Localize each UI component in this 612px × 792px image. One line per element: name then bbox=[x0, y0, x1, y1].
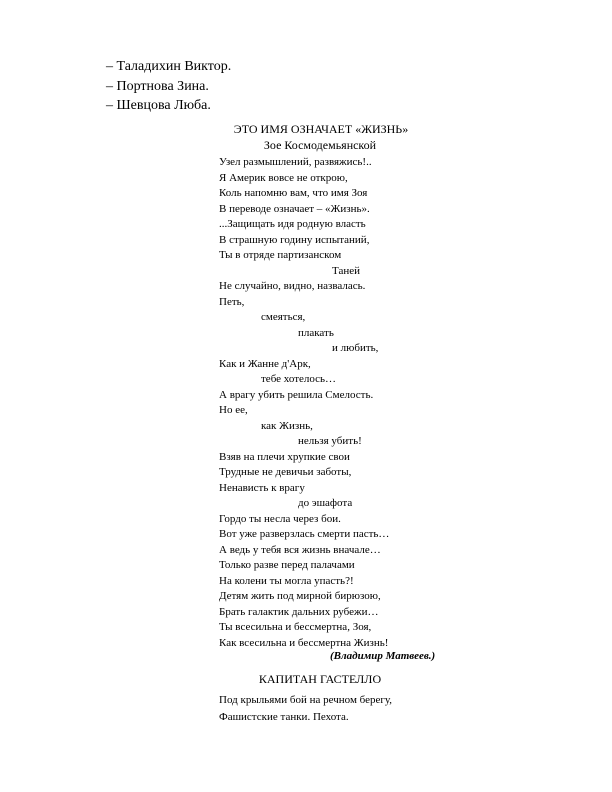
poem-line: Коль напомню вам, что имя Зоя bbox=[219, 187, 368, 199]
poem-line: плакать bbox=[298, 326, 334, 339]
poem-line: Детям жить под мирной бирюзою, bbox=[219, 590, 381, 602]
poem-line: Как всесильна и бессмертна Жизнь! bbox=[219, 636, 389, 649]
poem-line: тебе хотелось… bbox=[261, 373, 337, 385]
poem-line: ...Защищать идя родную власть bbox=[219, 218, 366, 230]
poem-line: до эшафота bbox=[298, 497, 353, 509]
poem-line: Только разве перед палачами bbox=[219, 559, 355, 571]
poem-line: и любить, bbox=[332, 342, 379, 354]
list-item: – Портнова Зина. bbox=[106, 78, 209, 94]
poem-title: ЭТО ИМЯ ОЗНАЧАЕТ «ЖИЗНЬ» bbox=[233, 122, 409, 136]
list-item: – Таладихин Виктор. bbox=[106, 59, 232, 74]
poem-line: На колени ты могла упасть?! bbox=[219, 574, 354, 587]
poem-line: А врагу убить решила Смелость. bbox=[219, 388, 374, 401]
poem-author: (Владимир Матвеев.) bbox=[330, 650, 436, 662]
poem-line: Петь, bbox=[219, 295, 245, 308]
poem-line: Я Америк вовсе не открою, bbox=[219, 171, 348, 184]
name-list bbox=[106, 57, 231, 116]
poem-line: Вот уже разверзлась смерти пасть… bbox=[219, 528, 390, 540]
poem-line: Не случайно, видно, назвалась. bbox=[219, 280, 366, 292]
poem-line: Как и Жанне д'Арк, bbox=[219, 357, 311, 370]
poem-line: Узел размышлений, развяжись!.. bbox=[219, 156, 372, 168]
poem-line: В страшную годину испытаний, bbox=[219, 233, 370, 246]
poem-line: Брать галактик дальних рубежи… bbox=[219, 605, 379, 618]
poem-line: Под крыльями бой на речном берегу, bbox=[219, 694, 393, 706]
poem-line: Трудные не девичьи заботы, bbox=[219, 466, 352, 478]
poem-line: Ты всесильна и бессмертна, Зоя, bbox=[219, 621, 372, 633]
list-item: – Шевцова Люба. bbox=[106, 98, 211, 113]
poem-line: Фашистские танки. Пехота. bbox=[219, 711, 349, 723]
poem-line: как Жизнь, bbox=[261, 419, 313, 432]
poem-line: Взяв на плечи хрупкие свои bbox=[219, 450, 350, 463]
poem-line: Ты в отряде партизанском bbox=[219, 249, 342, 261]
poem-title: КАПИТАН ГАСТЕЛЛО bbox=[258, 672, 382, 686]
poem-dedication: Зое Космодемьянской bbox=[263, 138, 377, 152]
poem-line: Но ее, bbox=[219, 404, 248, 416]
poem-line: Гордо ты несла через бои. bbox=[219, 512, 341, 525]
poem-line: смеяться, bbox=[261, 311, 306, 323]
poem-line: Таней bbox=[332, 264, 360, 277]
poem-line: А ведь у тебя вся жизнь вначале… bbox=[219, 543, 381, 556]
poem-line: Ненависть к врагу bbox=[219, 481, 305, 494]
poem-line: В переводе означает – «Жизнь». bbox=[219, 202, 370, 215]
poem-line: нельзя убить! bbox=[298, 435, 362, 447]
